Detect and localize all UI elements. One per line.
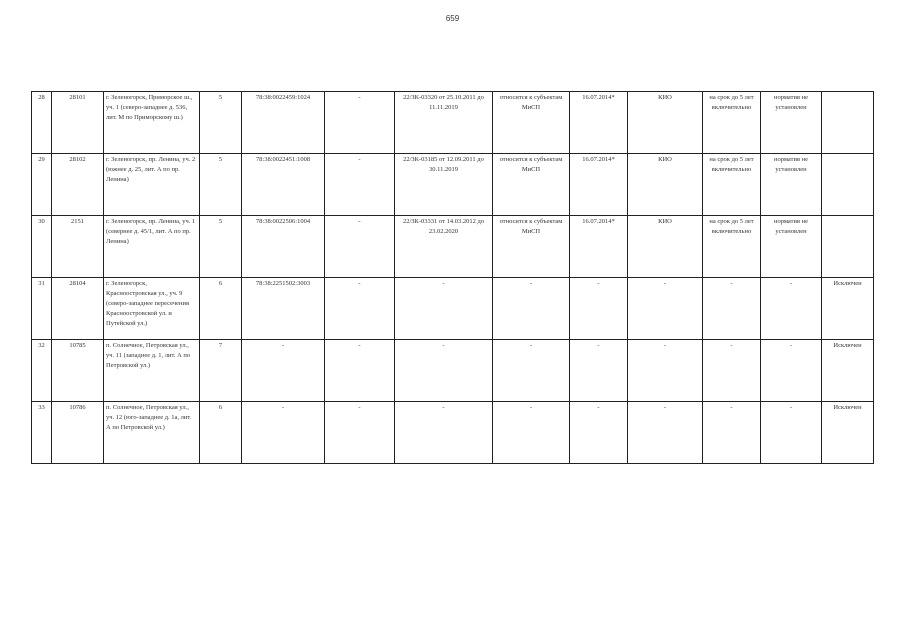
table-cell-no: 29 — [32, 154, 52, 216]
table-cell-code: 28102 — [52, 154, 104, 216]
table-row — [32, 402, 874, 464]
table-cell-cadastral: - — [242, 402, 325, 464]
table-cell-code: 2151 — [52, 216, 104, 278]
table-cell-org: - — [628, 402, 703, 464]
table-cell-cadastral: - — [242, 340, 325, 402]
page-number: 659 — [445, 14, 460, 23]
table-cell-term: на срок до 5 лет включительно — [703, 216, 761, 278]
table-cell-no: 28 — [32, 92, 52, 154]
table-cell-term: - — [703, 278, 761, 340]
table-cell-date: 16.07.2014* — [570, 216, 628, 278]
table-cell-category: относится к субъектам МиСП — [493, 216, 570, 278]
table-cell-date: - — [570, 340, 628, 402]
table-cell-norm: норматив не установлен — [761, 92, 822, 154]
table-row — [32, 216, 874, 278]
table-cell-org: КИО — [628, 154, 703, 216]
table-cell-norm: норматив не установлен — [761, 216, 822, 278]
table-cell-cadastral: 78:38:0022506:1004 — [242, 216, 325, 278]
registry-body — [32, 92, 874, 464]
table-cell-code: 10785 — [52, 340, 104, 402]
table-cell-area: - — [325, 278, 395, 340]
table-cell-contract: 22/ЗК-03185 от 12.09.2011 до 30.11.2019 — [395, 154, 493, 216]
table-cell-area: - — [325, 154, 395, 216]
table-cell-category: - — [493, 340, 570, 402]
table-cell-no: 31 — [32, 278, 52, 340]
table-cell-category: - — [493, 278, 570, 340]
table-cell-class: 5 — [200, 154, 242, 216]
table-cell-date: - — [570, 278, 628, 340]
table-cell-contract: 22/ЗК-03320 от 25.10.2011 до 11.11.2019 — [395, 92, 493, 154]
table-cell-area: - — [325, 340, 395, 402]
table-cell-org: - — [628, 278, 703, 340]
table-cell-note: Исключен — [822, 340, 874, 402]
table-cell-class: 7 — [200, 340, 242, 402]
table-cell-no: 32 — [32, 340, 52, 402]
table-cell-date: - — [570, 402, 628, 464]
table-cell-note: Исключен — [822, 278, 874, 340]
table-row — [32, 154, 874, 216]
table-cell-contract: - — [395, 402, 493, 464]
table-row — [32, 92, 874, 154]
table-row — [32, 340, 874, 402]
table-cell-category: относится к субъектам МиСП — [493, 92, 570, 154]
table-cell-note — [822, 154, 874, 216]
table-cell-area: - — [325, 216, 395, 278]
table-cell-note: Исключен — [822, 402, 874, 464]
table-cell-date: 16.07.2014* — [570, 92, 628, 154]
table-cell-cadastral: 78:38:0022459:1024 — [242, 92, 325, 154]
table-cell-area: - — [325, 92, 395, 154]
table-cell-address: г. Зеленогорск, Приморское ш., уч. 1 (северо-западнее д. 536, лит. М по Приморскому ш.) — [104, 92, 200, 154]
table-cell-norm: - — [761, 278, 822, 340]
table-cell-term: на срок до 5 лет включительно — [703, 154, 761, 216]
table-cell-address: г. Зеленогорск, Красноостровская ул., уч. 9 (северо-западнее пересечения Красноостровской ул. и Путейской ул.) — [104, 278, 200, 340]
table-cell-address: г. Зеленогорск, пр. Ленина, уч. 2 (южнее д. 25, лит. А по пр. Ленина) — [104, 154, 200, 216]
table-cell-cadastral: 78:38:0022451:1008 — [242, 154, 325, 216]
table-cell-contract: - — [395, 278, 493, 340]
table-cell-org: КИО — [628, 216, 703, 278]
table-cell-category: - — [493, 402, 570, 464]
table-cell-area: - — [325, 402, 395, 464]
table-cell-term: - — [703, 402, 761, 464]
table-cell-address: г. Зеленогорск, пр. Ленина, уч. 1 (севернее д. 45/1, лит. А по пр. Ленина) — [104, 216, 200, 278]
table-cell-no: 30 — [32, 216, 52, 278]
table-cell-norm: норматив не установлен — [761, 154, 822, 216]
table-cell-class: 5 — [200, 216, 242, 278]
table-cell-code: 10786 — [52, 402, 104, 464]
table-cell-contract: 22/ЗК-03331 от 14.03.2012 до 23.02.2020 — [395, 216, 493, 278]
table-cell-code: 28104 — [52, 278, 104, 340]
registry-table — [31, 91, 874, 464]
table-cell-norm: - — [761, 402, 822, 464]
table-cell-term: на срок до 5 лет включительно — [703, 92, 761, 154]
table-cell-address: п. Солнечное, Петровская ул., уч. 11 (западнее д. 1, лит. А по Петровской ул.) — [104, 340, 200, 402]
table-cell-cadastral: 78:38:2251502:3003 — [242, 278, 325, 340]
table-cell-address: п. Солнечное, Петровская ул., уч. 12 (юго-западнее д. 1а, лит. А по Петровской ул.) — [104, 402, 200, 464]
table-cell-contract: - — [395, 340, 493, 402]
table-cell-term: - — [703, 340, 761, 402]
table-cell-class: 5 — [200, 92, 242, 154]
table-cell-class: 6 — [200, 278, 242, 340]
table-cell-org: - — [628, 340, 703, 402]
table-cell-code: 28101 — [52, 92, 104, 154]
table-cell-note — [822, 216, 874, 278]
table-cell-category: относится к субъектам МиСП — [493, 154, 570, 216]
table-cell-norm: - — [761, 340, 822, 402]
table-cell-note — [822, 92, 874, 154]
table-cell-no: 33 — [32, 402, 52, 464]
table-cell-org: КИО — [628, 92, 703, 154]
table-row — [32, 278, 874, 340]
table-cell-class: 6 — [200, 402, 242, 464]
table-cell-date: 16.07.2014* — [570, 154, 628, 216]
